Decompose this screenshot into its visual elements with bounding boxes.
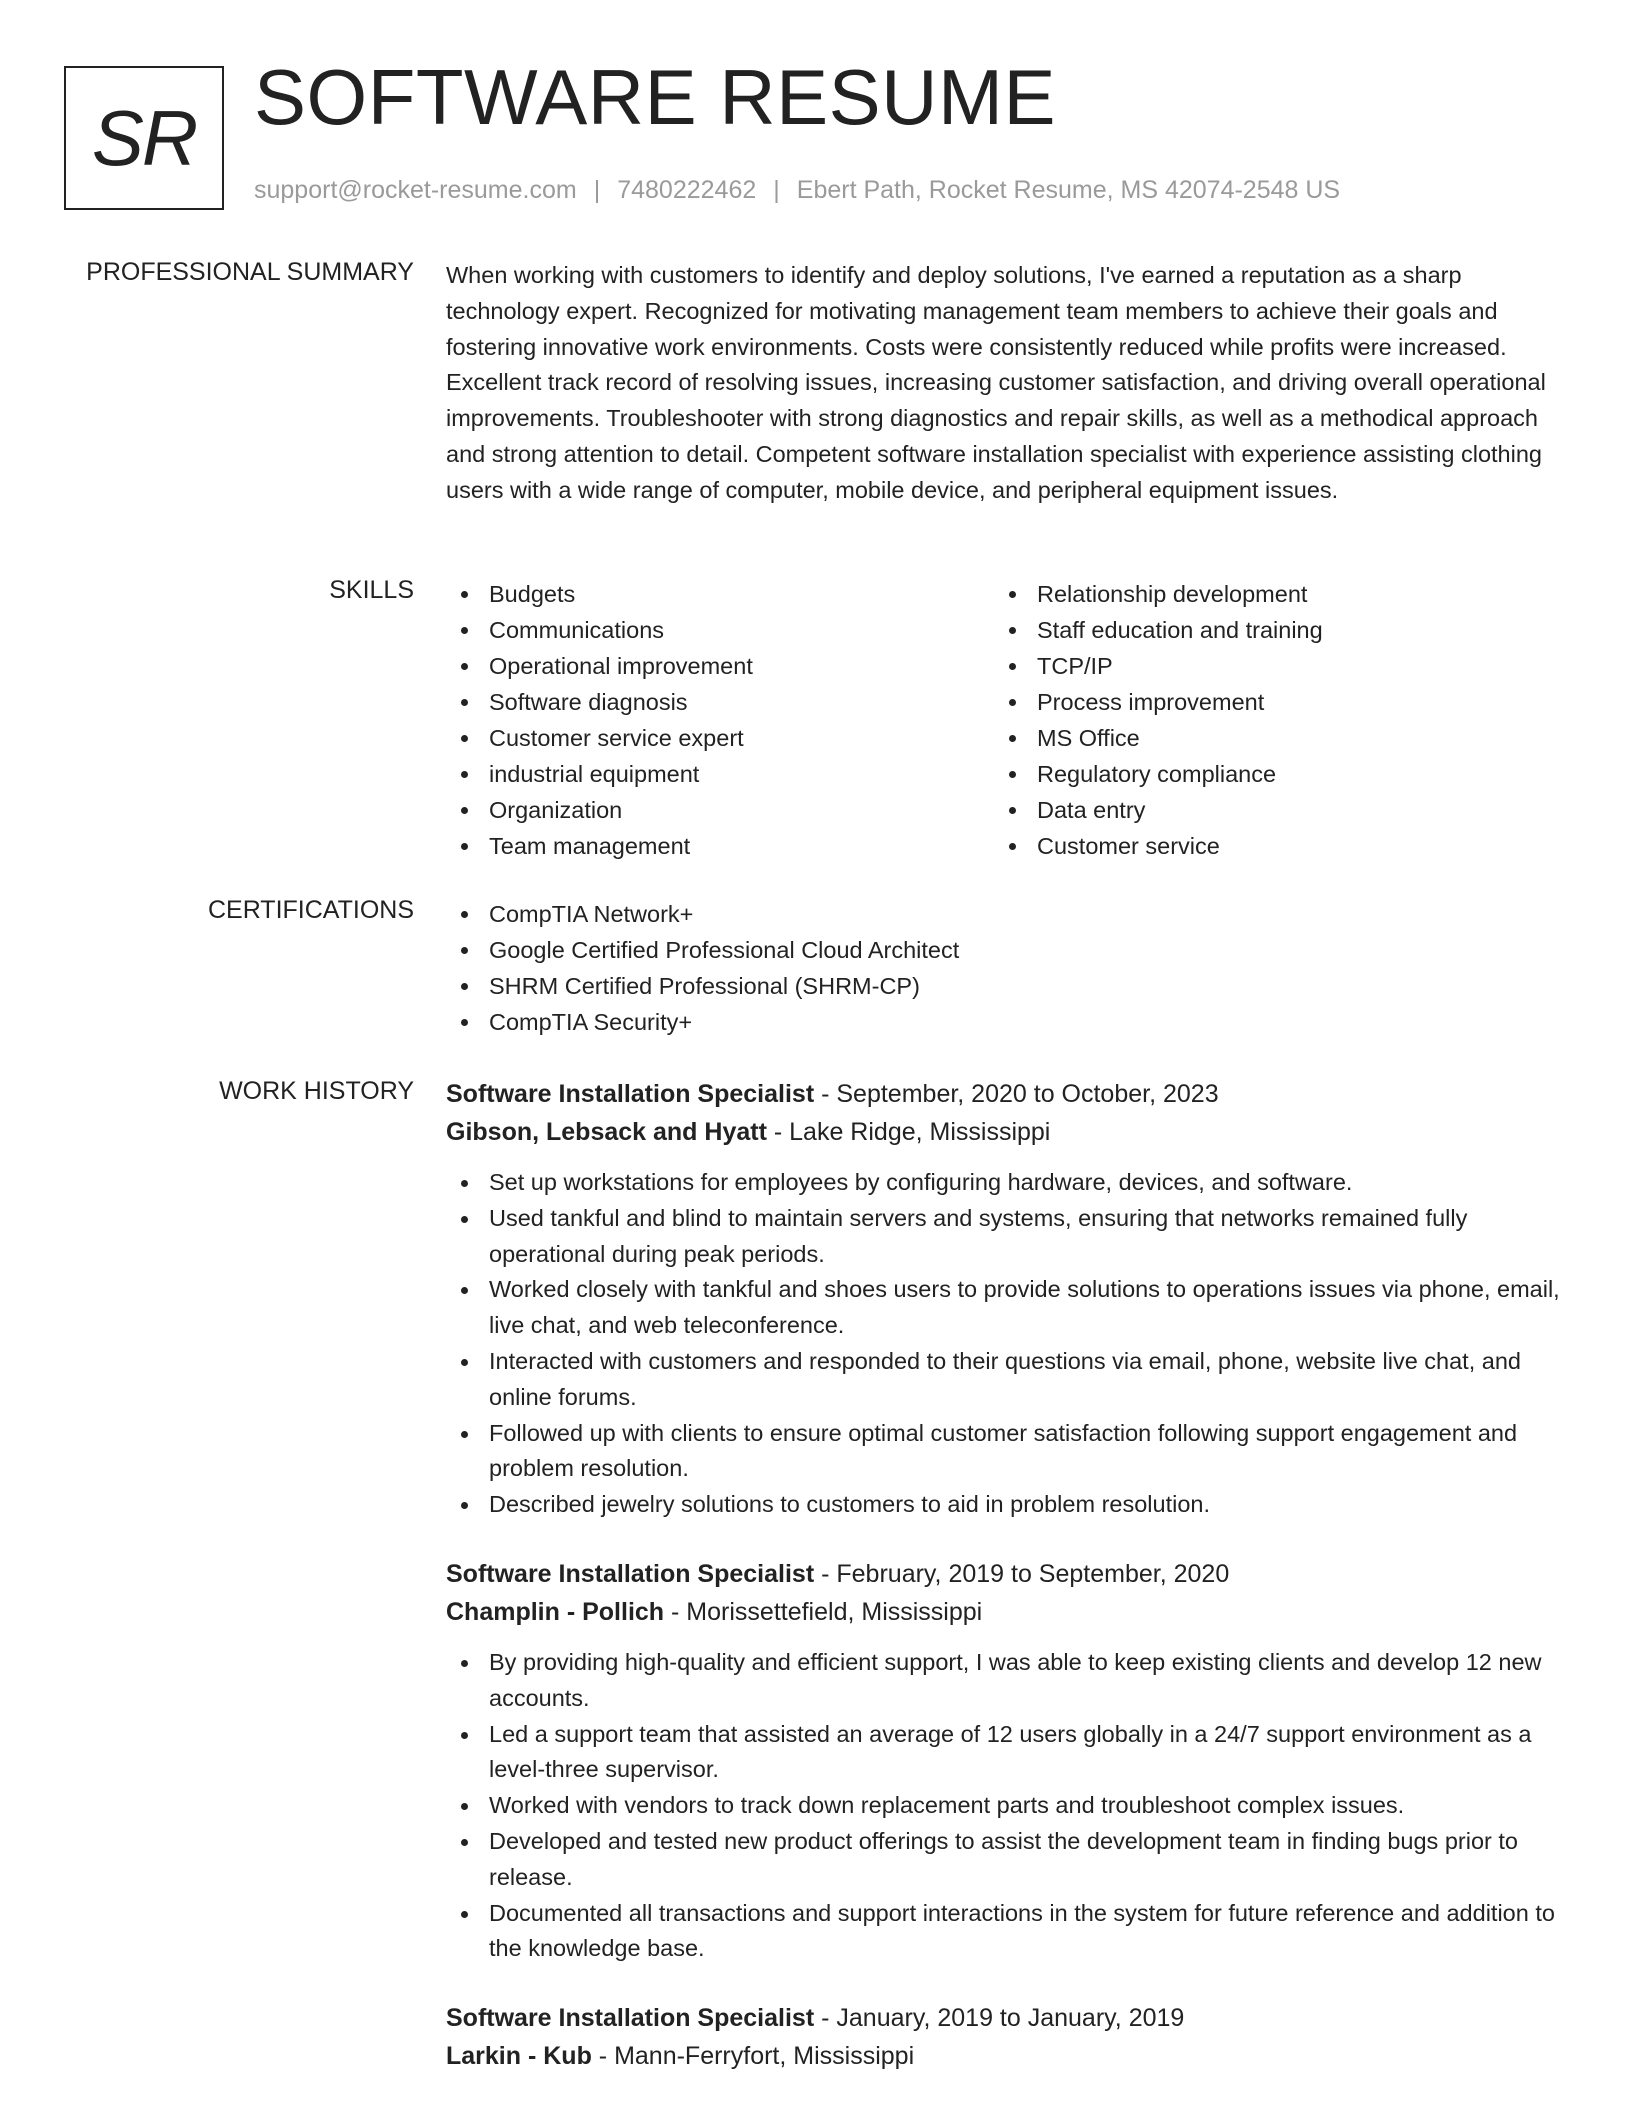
- certification-item: Google Certified Professional Cloud Architect: [446, 932, 1561, 968]
- skill-item: Process improvement: [994, 684, 1542, 720]
- certification-item: CompTIA Security+: [446, 1004, 1561, 1040]
- skills-list-right: [994, 576, 1542, 864]
- job-entry: [446, 1999, 1561, 2075]
- job-company: Gibson, Lebsack and Hyatt: [446, 1118, 767, 1146]
- job-bullet: Followed up with clients to ensure optimal customer satisfaction following support engagement and problem resolution.: [446, 1416, 1561, 1488]
- certifications-label: CERTIFICATIONS: [207, 896, 414, 924]
- skill-item: Relationship development: [994, 576, 1542, 612]
- contact-address: Ebert Path, Rocket Resume, MS 42074-2548 US: [796, 176, 1341, 204]
- job-entry: [446, 1555, 1561, 1967]
- job-title: Software Installation Specialist: [446, 2004, 815, 2033]
- job-location: - Mann-Ferryfort, Mississippi: [598, 2042, 915, 2071]
- skill-item: industrial equipment: [446, 756, 994, 792]
- resume-title: SOFTWARE RESUME: [254, 53, 1056, 141]
- job-title-line: [446, 1555, 1561, 1593]
- certification-item: CompTIA Network+: [446, 896, 1561, 932]
- job-title-line: [446, 1075, 1561, 1113]
- job-bullet: Used tankful and blind to maintain servers and systems, ensuring that networks remained fully operational during peak periods.: [446, 1201, 1561, 1273]
- contact-separator: |: [593, 176, 601, 204]
- certification-item: SHRM Certified Professional (SHRM-CP): [446, 968, 1561, 1004]
- job-company-line: [446, 1593, 1561, 1631]
- job-bullet: Set up workstations for employees by configuring hardware, devices, and software.: [446, 1165, 1561, 1201]
- skill-item: Operational improvement: [446, 648, 994, 684]
- job-company-line: [446, 1113, 1561, 1151]
- job-company: Champlin - Pollich: [446, 1597, 665, 1626]
- job-dates: - September, 2020 to October, 2023: [821, 1080, 1219, 1108]
- monogram-logo: SR: [64, 66, 224, 210]
- job-bullet: Worked with vendors to track down replacement parts and troubleshoot complex issues.: [446, 1788, 1561, 1824]
- job-bullet: Interacted with customers and responded to their questions via email, phone, website live chat, and online forums.: [446, 1344, 1561, 1416]
- skill-item: Staff education and training: [994, 612, 1542, 648]
- skill-item: TCP/IP: [994, 648, 1542, 684]
- job-bullet: Led a support team that assisted an average of 12 users globally in a 24/7 support environment as a level-three supervisor.: [446, 1717, 1561, 1789]
- work-history-label: WORK HISTORY: [219, 1077, 414, 1105]
- job-company-line: [446, 2037, 1561, 2075]
- skill-item: Software diagnosis: [446, 684, 994, 720]
- skills-label: SKILLS: [329, 576, 414, 604]
- job-bullet: Worked closely with tankful and shoes users to provide solutions to operations issues via phone, email, live chat, and web teleconference.: [446, 1272, 1561, 1344]
- job-title: Software Installation Specialist: [446, 1080, 815, 1108]
- contact-email: support@rocket-resume.com: [254, 176, 577, 204]
- job-entry: [446, 1075, 1561, 1523]
- job-bullet: Developed and tested new product offerings to assist the development team in finding bugs prior to release.: [446, 1824, 1561, 1896]
- job-title: Software Installation Specialist: [446, 1559, 815, 1588]
- job-location: - Lake Ridge, Mississippi: [773, 1118, 1051, 1146]
- certifications-list: [446, 896, 1561, 1040]
- skill-item: Customer service expert: [446, 720, 994, 756]
- skill-item: Communications: [446, 612, 994, 648]
- job-bullet: By providing high-quality and efficient support, I was able to keep existing clients and develop 12 new accounts.: [446, 1645, 1561, 1717]
- skill-item: Budgets: [446, 576, 994, 612]
- job-location: - Morissettefield, Mississippi: [671, 1597, 983, 1626]
- job-bullet: Described jewelry solutions to customers to aid in problem resolution.: [446, 1487, 1561, 1523]
- skill-item: Customer service: [994, 828, 1542, 864]
- summary-text: When working with customers to identify and deploy solutions, I've earned a reputation as a sharp technology expert. Recognized for motivating management team members to achieve their goals and fostering innovative work environments. Costs were consistently reduced while profits were increased. Excellent track record of resolving issues, increasing customer satisfaction, and driving overall operational improvements. Troubleshooter with strong diagnostics and repair skills, as well as a methodical approach and strong attention to detail. Competent software installation specialist with experience assisting clothing users with a wide range of computer, mobile device, and peripheral equipment issues.: [446, 262, 1546, 503]
- job-bullet: Documented all transactions and support interactions in the system for future reference and addition to the knowledge base.: [446, 1896, 1561, 1968]
- skill-item: Organization: [446, 792, 994, 828]
- job-bullets: [446, 1165, 1561, 1523]
- skill-item: Data entry: [994, 792, 1542, 828]
- skill-item: Team management: [446, 828, 994, 864]
- job-dates: - February, 2019 to September, 2020: [821, 1559, 1230, 1588]
- job-bullets: [446, 1645, 1561, 1967]
- job-title-line: [446, 1999, 1561, 2037]
- job-company: Larkin - Kub: [446, 2042, 592, 2071]
- skill-item: Regulatory compliance: [994, 756, 1542, 792]
- contact-separator: |: [773, 176, 780, 204]
- summary-label: PROFESSIONAL SUMMARY: [86, 258, 414, 286]
- contact-phone: 7480222462: [617, 176, 757, 204]
- skill-item: MS Office: [994, 720, 1542, 756]
- skills-list-left: [446, 576, 994, 864]
- job-dates: - January, 2019 to January, 2019: [821, 2004, 1185, 2033]
- contact-line: [254, 176, 1340, 205]
